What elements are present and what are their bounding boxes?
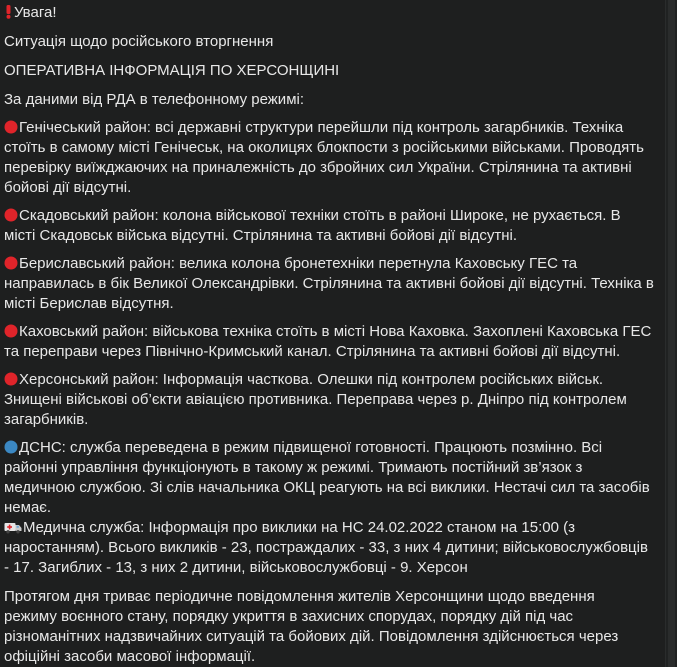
scrollbar-thumb[interactable]: [668, 0, 675, 667]
district-text-line: місті Скадовськ війська відсутні. Стрілянина та активні бойові дії відсутні.: [4, 227, 518, 244]
district-text-line: Знищені військові об’єкти авіацією противника. Переправа через р. Дніпро під контролем: [4, 391, 627, 408]
closing-text-line: офіційні засоби масової інформації.: [4, 648, 256, 665]
red-circle-icon: [4, 256, 18, 270]
district-text-line: та переправи через Північно-Кримський канал. Стрілянина та активні бойові дії відсутні.: [4, 343, 621, 360]
ambulance-icon: [4, 521, 22, 534]
main-heading: ОПЕРАТИВНА ІНФОРМАЦІЯ ПО ХЕРСОНЩИНІ: [4, 62, 340, 79]
red-circle-icon: [4, 372, 18, 386]
district-text-line: бойові дії відсутні.: [4, 179, 132, 196]
dsns-section: [4, 438, 650, 518]
dsns-text-line: ДСНС: служба переведена в режим підвищеної готовності. Працюють позмінно. Всі: [19, 439, 603, 456]
district-genichesk: [4, 118, 650, 198]
medical-text-line: - 17. Загиблих - 13, з них 2 дитини, військовослужбовці - 9. Херсон: [4, 559, 468, 576]
red-circle-icon: [4, 324, 18, 338]
closing-text-line: режиму воєнного стану, порядку укриття в захисних спорудах, порядку дій під час: [4, 608, 574, 625]
district-text-line: стоїть в самому місті Генічеськ, на околицях блокпости з російськими військами. Проводять: [4, 139, 644, 156]
district-text-line: місті Берислав відсутня.: [4, 295, 174, 312]
district-skadovsk: [4, 206, 650, 246]
closing-text-line: різноманітних надзвичайних ситуацій та бойових дій. Повідомлення здійснюється через: [4, 628, 619, 645]
dsns-text-line: немає.: [4, 499, 52, 516]
vertical-scrollbar[interactable]: [665, 0, 677, 667]
alert-title-line: [4, 3, 650, 23]
dsns-text-line: медичною службою. Зі слів начальника ОКЦ реагують на всі виклики. Нестачі сил та засобів: [4, 479, 650, 496]
district-kherson: [4, 370, 650, 430]
exclamation-icon: [4, 4, 13, 19]
district-text-line: Каховський район: військова техніка стоїть в місті Нова Каховка. Захоплені Каховська ГЕС: [19, 323, 652, 340]
source-line: За даними від РДА в телефонному режимі:: [4, 91, 304, 108]
subtitle: Ситуація щодо російського вторгнення: [4, 33, 274, 50]
district-beryslav: [4, 254, 654, 314]
red-circle-icon: [4, 208, 18, 222]
district-text-line: Скадовський район: колона військової техніки стоїть в районі Широке, не рухається. В: [19, 207, 621, 224]
message-post: [4, 3, 654, 667]
district-text-line: Бериславський район: велика колона бронетехніки перетнула Каховську ГЕС та: [19, 255, 578, 272]
closing-text-line: Протягом дня триває періодичне повідомлення жителів Херсонщини щодо введення: [4, 588, 595, 605]
district-text-line: загарбників.: [4, 411, 89, 428]
medical-section: [4, 518, 650, 578]
blue-circle-icon: [4, 440, 18, 454]
dsns-text-line: районні управління функціонують в такому ж режимі. Тримають постійний зв’язок з: [4, 459, 583, 476]
medical-text-line: Медична служба: Інформація про виклики на НС 24.02.2022 станом на 15:00 (з: [23, 519, 575, 536]
district-text-line: Генічеський район: всі державні структури перейшли під контроль загарбників. Техніка: [19, 119, 624, 136]
district-text-line: направилась в бік Великої Олександрівки. Стрілянина та активні бойові дії відсутні. Техніка в: [4, 275, 654, 292]
medical-text-line: наростанням). Всього викликів - 23, постраждалих - 33, з них 4 дитини; військовослужбовців: [4, 539, 648, 556]
district-text-line: Херсонський район: Інформація часткова. Олешки під контролем російських військ.: [19, 371, 604, 388]
alert-title: Увага!: [14, 4, 57, 21]
red-circle-icon: [4, 120, 18, 134]
district-text-line: перевірку виїжджаючих на приналежність до збройних сил України. Стрілянина та активні: [4, 159, 632, 176]
closing-section: [4, 587, 650, 667]
district-kakhovka: [4, 322, 650, 362]
